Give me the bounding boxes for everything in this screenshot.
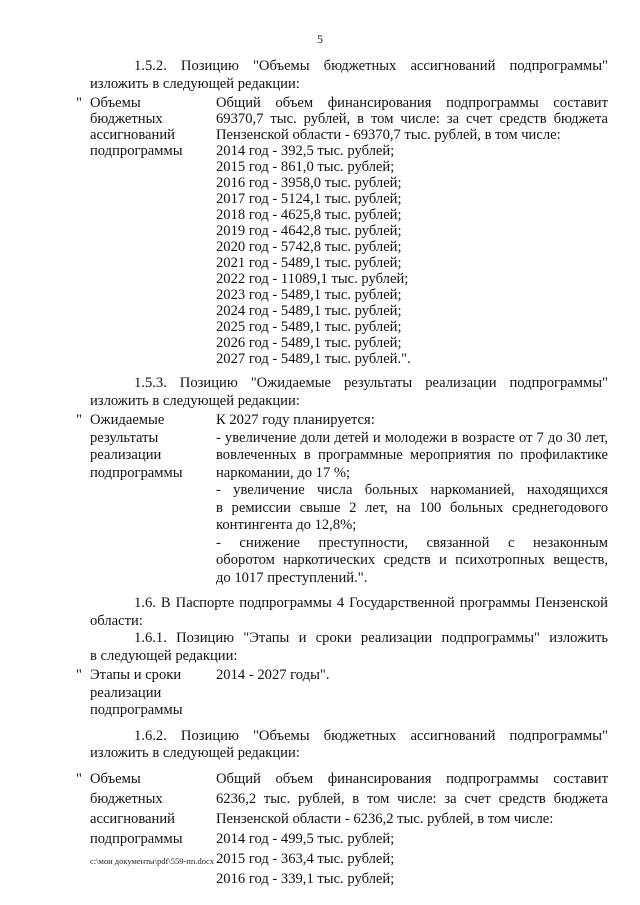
value-line: оборотом наркотических средств и психотропных веществ, — [216, 552, 608, 568]
value-line: Общий объем финансирования подпрограммы составит — [216, 95, 608, 111]
year-line: 2027 год - 5489,1 тыс. рублей.". — [216, 351, 411, 367]
table-results — [76, 412, 608, 587]
value-line: контингента до 12,8%; — [216, 517, 357, 533]
heading-line: 1.6. В Паспорте подпрограммы 4 Государственной программы Пензенской — [134, 595, 608, 611]
opening-quote: " — [76, 95, 82, 111]
label-line: бюджетных — [90, 790, 163, 807]
label-line: Объемы — [90, 770, 141, 787]
value-line: наркомании, до 17 %; — [216, 464, 351, 481]
value-line: К 2027 году планируется: — [216, 412, 375, 428]
heading-line: 1.5.3. Позицию "Ожидаемые результаты реализации подпрограммы" — [134, 375, 608, 391]
year-line: 2023 год - 5489,1 тыс. рублей; — [216, 287, 402, 303]
label-line: подпрограммы — [90, 830, 183, 847]
row-label — [90, 95, 216, 367]
year-line: 2014 год - 499,5 тыс. рублей; — [216, 830, 395, 847]
table-budget-4-1 — [76, 95, 608, 367]
label-line: Объемы — [90, 95, 141, 111]
value-line: в ремиссии свыше 2 лет, на 100 больных среднегодового — [216, 499, 608, 516]
value-line: вовлеченных в программные мероприятия по профилактике — [216, 447, 608, 463]
label-line: ассигнований — [90, 810, 175, 827]
label-line: ассигнований — [90, 127, 175, 143]
value-line: Пензенской области - 6236,2 тыс. рублей, в том числе: — [216, 810, 554, 827]
row-label — [90, 667, 216, 720]
heading-line: изложить в следующей редакции: — [90, 745, 300, 761]
label-line: бюджетных — [90, 111, 163, 127]
value-line: - увеличение доли детей и молодежи в возрасте от 7 до 30 лет, — [216, 429, 608, 446]
heading-line: 1.6.2. Позицию "Объемы бюджетных ассигнований подпрограммы" — [134, 727, 608, 744]
table-budget-4 — [76, 769, 608, 889]
section-1-5-2-heading — [90, 58, 608, 93]
year-line: 2018 год - 4625,8 тыс. рублей; — [216, 207, 402, 223]
opening-quote: " — [76, 667, 82, 683]
row-value — [216, 769, 608, 889]
value-line: - снижение преступности, связанной с незаконным — [216, 534, 608, 551]
row-label — [90, 412, 216, 587]
opening-quote: " — [76, 412, 82, 428]
year-line: 2024 год - 5489,1 тыс. рублей; — [216, 303, 402, 319]
year-line: 2022 год - 11089,1 тыс. рублей; — [216, 271, 409, 287]
row-label — [90, 769, 216, 889]
year-line: 2014 год - 392,5 тыс. рублей; — [216, 143, 395, 159]
year-line: 2016 год - 3958,0 тыс. рублей; — [216, 175, 402, 191]
heading-line: изложить в следующей редакции: — [90, 392, 300, 409]
year-line: 2015 год - 861,0 тыс. рублей; — [216, 159, 395, 175]
file-path-footer: c:\мои документы\pdf\559-пп.docx — [90, 856, 215, 866]
heading-line: 1.6.1. Позицию "Этапы и сроки реализации подпрограммы" изложить — [134, 630, 608, 646]
year-line: 2019 год - 4642,8 тыс. рублей; — [216, 223, 402, 239]
row-value — [216, 412, 608, 587]
value-line: Пензенской области - 69370,7 тыс. рублей, в том числе: — [216, 127, 561, 143]
label-line: подпрограммы — [90, 702, 183, 718]
label-line: подпрограммы — [90, 464, 183, 481]
value-line: Общий объем финансирования подпрограммы составит — [216, 770, 608, 787]
section-1-5-3-heading — [90, 375, 608, 410]
value-line: - увеличение числа больных наркоманией, находящихся — [216, 482, 608, 498]
heading-line: изложить в следующей редакции: — [90, 75, 300, 92]
year-line: 2021 год - 5489,1 тыс. рублей; — [216, 255, 402, 271]
label-line: реализации — [90, 447, 162, 463]
value-line: 69370,7 тыс. рублей, в том числе: за счет средств бюджета — [216, 111, 608, 127]
heading-line: области: — [90, 612, 143, 629]
label-line: Ожидаемые — [90, 412, 165, 428]
row-value — [216, 95, 608, 367]
section-1-6-2-heading — [90, 728, 608, 763]
page-number: 5 — [317, 32, 323, 46]
label-line: результаты — [90, 429, 159, 446]
section-1-6-heading — [90, 595, 608, 630]
label-line: подпрограммы — [90, 143, 183, 159]
row-value — [216, 667, 608, 720]
section-1-6-1-heading — [90, 630, 608, 665]
year-line: 2015 год - 363,4 тыс. рублей; — [216, 850, 395, 867]
label-line: Этапы и сроки — [90, 667, 182, 683]
heading-line: 1.5.2. Позицию "Объемы бюджетных ассигнований подпрограммы" — [134, 58, 608, 74]
document-body — [76, 58, 608, 889]
value-line: 6236,2 тыс. рублей, в том числе: за счет средств бюджета — [216, 790, 608, 807]
year-line: 2016 год - 339,1 тыс. рублей; — [216, 870, 395, 887]
table-stages — [76, 667, 608, 720]
label-line: реализации — [90, 684, 162, 701]
year-line: 2026 год - 5489,1 тыс. рублей; — [216, 335, 402, 351]
value-line: 2014 - 2027 годы". — [216, 667, 330, 683]
heading-line: в следующей редакции: — [90, 647, 238, 664]
value-line: до 1017 преступлений.". — [216, 569, 368, 586]
opening-quote: " — [76, 770, 82, 787]
year-line: 2025 год - 5489,1 тыс. рублей; — [216, 319, 402, 335]
year-line: 2017 год - 5124,1 тыс. рублей; — [216, 191, 402, 207]
year-line: 2020 год - 5742,8 тыс. рублей; — [216, 239, 402, 255]
